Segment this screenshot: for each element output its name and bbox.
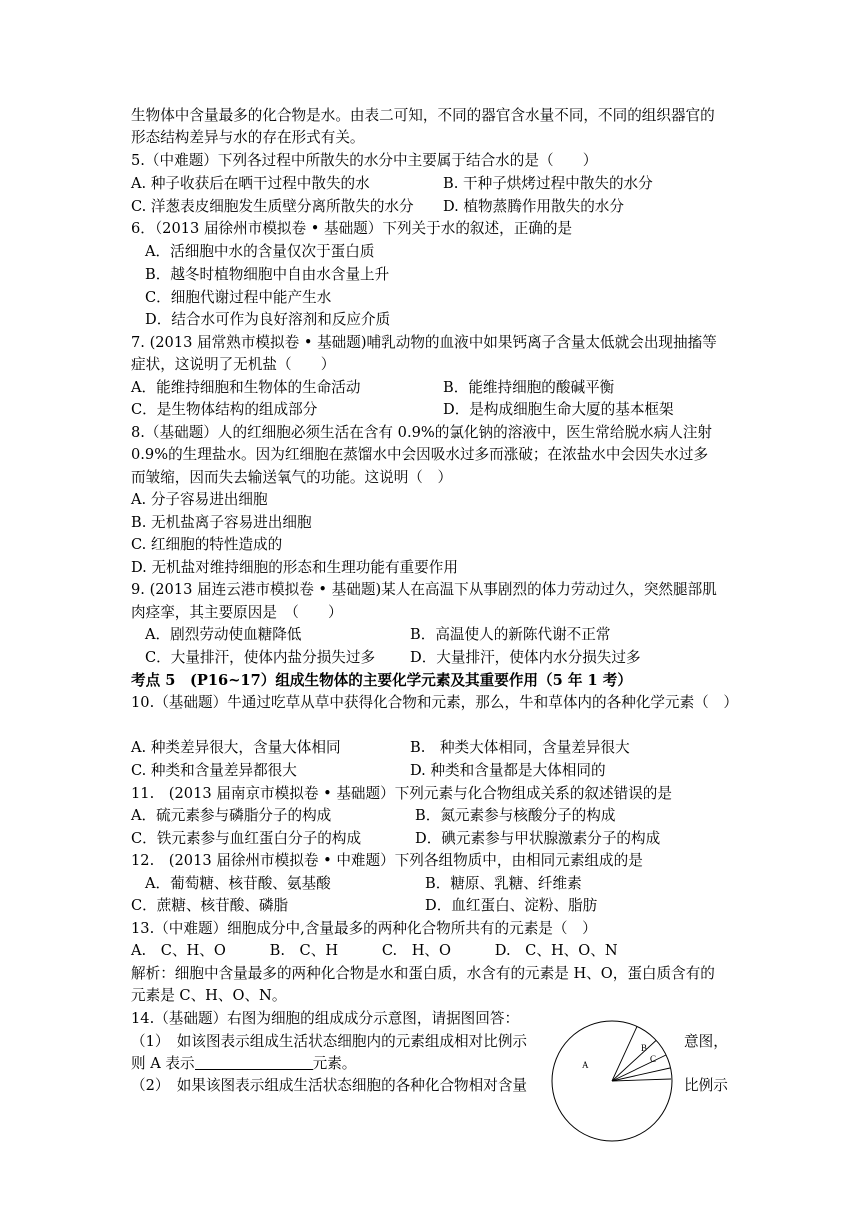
q7-option-b: B．能维持细胞的酸碱平衡 bbox=[443, 379, 615, 396]
q8-option-d: D. 无机盐对维持细胞的形态和生理功能有重要作用 bbox=[131, 559, 458, 576]
q5-option-a: A. 种子收获后在晒干过程中散失的水 bbox=[131, 175, 370, 192]
q9-option-b: B．高温使人的新陈代谢不正常 bbox=[410, 626, 611, 643]
q10-stem: 10.（基础题）牛通过吃草从草中获得化合物和元素，那么，牛和草体内的各种化学元素（ ） bbox=[131, 694, 738, 711]
q5-stem: 5.（中难题）下列各过程中所散失的水分中主要属于结合水的是（ ） bbox=[131, 152, 598, 169]
q14-part1-prefix: 则 A 表示 bbox=[131, 1055, 195, 1072]
q5-option-c: C. 洋葱表皮细胞发生质壁分离所散失的水分 bbox=[131, 198, 414, 215]
q5-option-b: B. 干种子烘烤过程中散失的水分 bbox=[443, 175, 653, 192]
q9-option-d: D．大量排汗，使体内水分损失过多 bbox=[410, 649, 641, 666]
q6-stem: 6．（2013 届徐州市模拟卷 • 基础题）下列关于水的叙述，正确的是 bbox=[131, 220, 573, 237]
q11-option-c: C．铁元素参与血红蛋白分子的构成 bbox=[131, 830, 362, 847]
q8-stem-2: 0.9%的生理盐水。因为红细胞在蒸馏水中会因吸水过多而涨破；在浓盐水中会因失水过多 bbox=[131, 446, 709, 463]
q9-option-a: A．剧烈劳动使血糖降低 bbox=[145, 626, 302, 643]
q9-stem-2: 肉痉挛，其主要原因是 （ ） bbox=[131, 604, 343, 621]
q11-stem: 11. (2013 届南京市模拟卷 • 基础题）下列元素与化合物组成关系的叙述错误的是 bbox=[131, 785, 672, 802]
q10-option-d: D. 种类和含量都是大体相同的 bbox=[410, 762, 606, 779]
q12-option-d: D．血红蛋白、淀粉、脂肪 bbox=[425, 897, 598, 914]
pie-label-a: A bbox=[582, 1060, 589, 1070]
q5-option-d: D. 植物蒸腾作用散失的水分 bbox=[443, 198, 624, 215]
q8-stem-3: 而皱缩，因而失去输送氧气的功能。这说明（ ） bbox=[131, 469, 453, 486]
q12-option-a: A．葡萄糖、核苷酸、氨基酸 bbox=[145, 875, 331, 892]
q6-option-a: A．活细胞中水的含量仅次于蛋白质 bbox=[145, 243, 375, 260]
q7-option-c: C．是生物体结构的组成部分 bbox=[131, 401, 318, 418]
intro-line-1: 生物体中含量最多的化合物是水。由表二可知，不同的器官含水量不同，不同的组织器官的 bbox=[131, 107, 715, 124]
q6-option-d: D．结合水可作为良好溶剂和反应介质 bbox=[145, 311, 391, 328]
q9-option-c: C．大量排汗，使体内盐分损失过多 bbox=[145, 649, 376, 666]
intro-line-2: 形态结构差异与水的存在形式有关。 bbox=[131, 129, 365, 146]
q14-part1-line1-tail: 意图， bbox=[684, 1033, 728, 1050]
section-heading-5: 考点 5 (P16~17）组成生物体的主要化学元素及其重要作用（5 年 1 考） bbox=[131, 672, 632, 689]
q7-option-d: D．是构成细胞生命大厦的基本框架 bbox=[443, 401, 674, 418]
q10-option-a: A. 种类差异很大，含量大体相同 bbox=[131, 739, 341, 756]
q14-part1-line2 bbox=[131, 1053, 356, 1075]
q11-option-b: B．氮元素参与核酸分子的构成 bbox=[415, 807, 616, 824]
q8-option-c: C. 红细胞的特性造成的 bbox=[131, 536, 283, 553]
q8-stem-1: 8.（基础题）人的红细胞必须生活在含有 0.9%的氯化钠的溶液中，医生常给脱水病人注射 bbox=[131, 424, 713, 441]
q8-option-a: A. 分子容易进出细胞 bbox=[131, 491, 268, 508]
q9-stem-1: 9. (2013 届连云港市模拟卷 • 基础题)某人在高温下从事剧烈的体力劳动过久，突然腿部肌 bbox=[131, 581, 717, 598]
q7-stem-1: 7. (2013 届常熟市模拟卷 • 基础题)哺乳动物的血液中如果钙离子含量太低就会出现抽搐等 bbox=[131, 334, 717, 351]
q14-stem: 14.（基础题）右图为细胞的组成成分示意图，请据图回答： bbox=[131, 1010, 520, 1027]
pie-label-b: B bbox=[641, 1043, 648, 1053]
q12-option-c: C．蔗糖、核苷酸、磷脂 bbox=[131, 897, 289, 914]
q13-explanation-1: 解析：细胞中含量最多的两种化合物是水和蛋白质，水含有的元素是 H、O，蛋白质含有的 bbox=[131, 965, 715, 982]
q10-option-b: B. 种类大体相同，含量差异很大 bbox=[410, 739, 630, 756]
q8-option-b: B. 无机盐离子容易进出细胞 bbox=[131, 514, 312, 531]
q7-stem-2: 症状，这说明了无机盐（ ） bbox=[131, 356, 336, 373]
q14-part1-suffix: 元素。 bbox=[312, 1055, 357, 1072]
q7-option-a: A．能维持细胞和生物体的生命活动 bbox=[131, 379, 361, 396]
pie-label-c: C bbox=[650, 1054, 657, 1064]
q6-option-c: C．细胞代谢过程中能产生水 bbox=[145, 289, 332, 306]
q12-stem: 12. (2013 届徐州市模拟卷 • 中难题）下列各组物质中，由相同元素组成的是 bbox=[131, 852, 643, 869]
q14-part2-line1: （2） 如果该图表示组成生活状态细胞的各种化合物相对含量 bbox=[131, 1077, 528, 1094]
q14-part2-line1-tail: 比例示 bbox=[684, 1077, 728, 1094]
q13-stem: 13.（中难题）细胞成分中,含量最多的两种化合物所共有的元素是（ ） bbox=[131, 920, 597, 937]
q13-options: A. C、H、O B. C、H C. H、O D. C、H、O、N bbox=[131, 942, 618, 959]
q13-explanation-2: 元素是 C、H、O、N。 bbox=[131, 987, 287, 1004]
q10-option-c: C. 种类和含量差异都很大 bbox=[131, 762, 297, 779]
q11-option-d: D．碘元素参与甲状腺激素分子的构成 bbox=[415, 830, 661, 847]
answer-blank[interactable] bbox=[195, 1055, 313, 1070]
cell-composition-pie-figure bbox=[550, 1019, 674, 1143]
q6-option-b: B．越冬时植物细胞中自由水含量上升 bbox=[145, 266, 390, 283]
q12-option-b: B．糖原、乳糖、纤维素 bbox=[425, 875, 582, 892]
q11-option-a: A．硫元素参与磷脂分子的构成 bbox=[131, 807, 332, 824]
q14-part1-line1: （1） 如该图表示组成生活状态细胞内的元素组成相对比例示 bbox=[131, 1033, 528, 1050]
